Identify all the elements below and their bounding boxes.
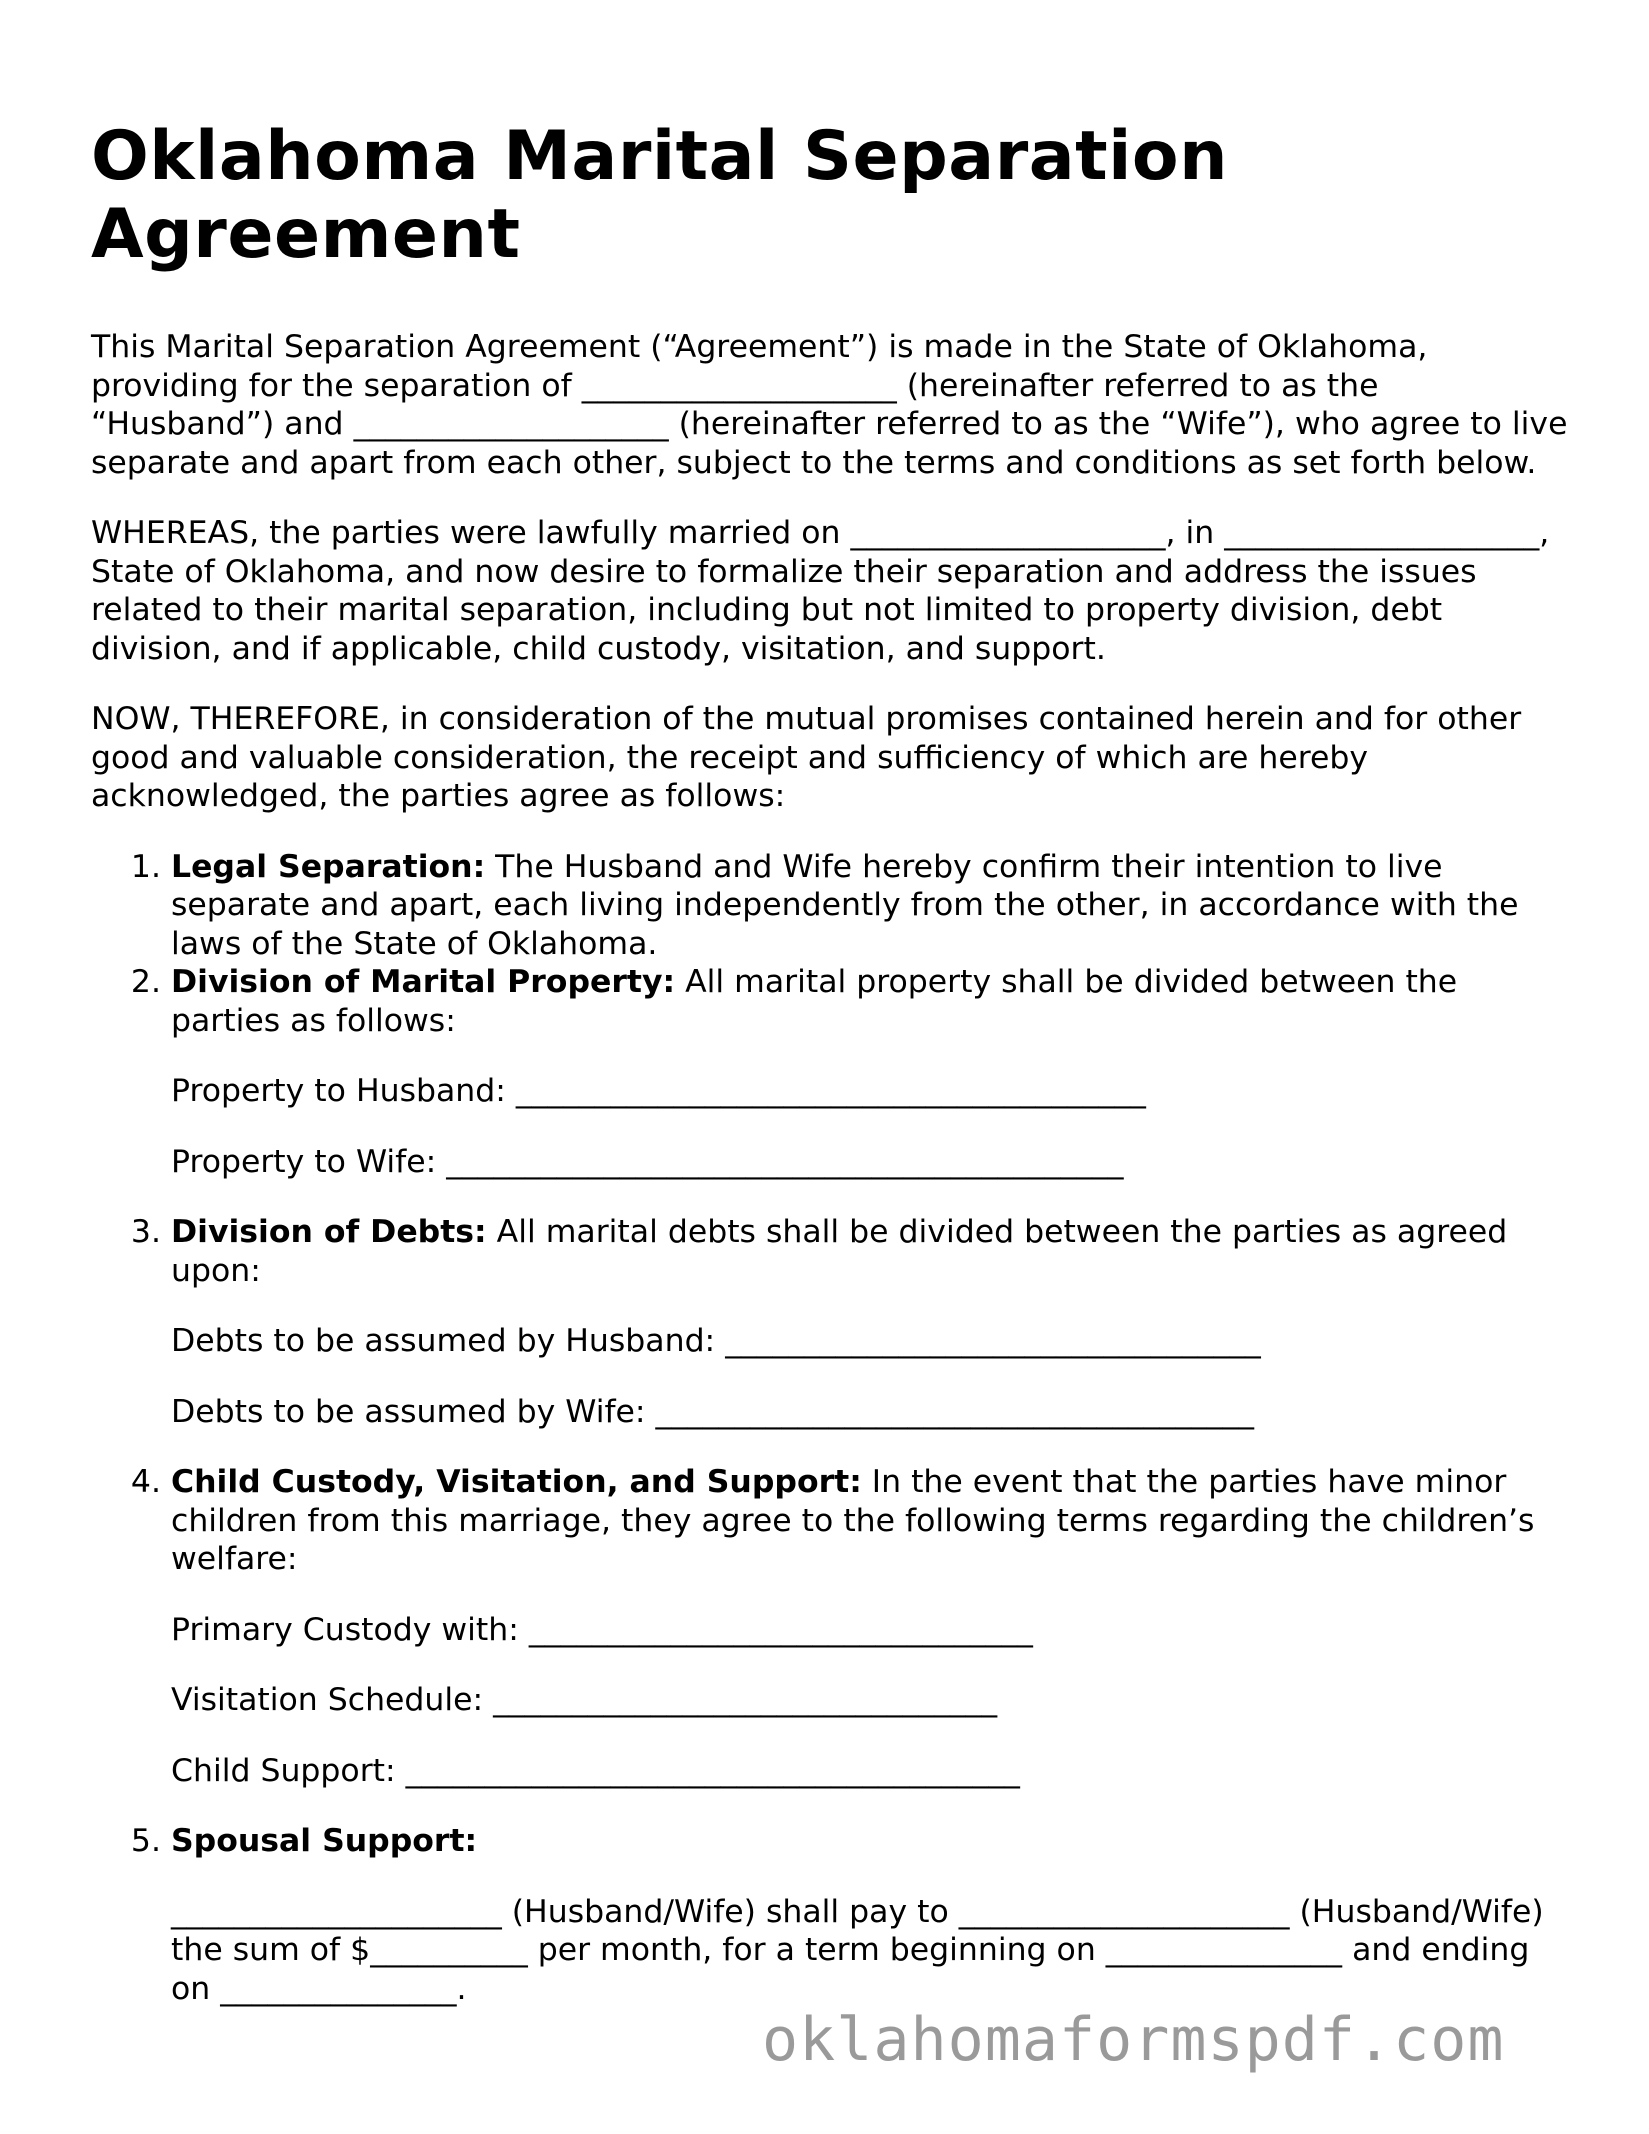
section-child-custody — [171, 1463, 1571, 1790]
now-therefore-paragraph: NOW, THEREFORE, in consideration of the mutual promises contained herein and for other good and valuable consideration, the receipt and sufficiency of which are hereby acknowledged, the parties agree as follows: — [91, 701, 1522, 814]
document-body — [91, 328, 1571, 2008]
site-watermark: oklahomaformspdf.com — [762, 2005, 1505, 2075]
primary-custody-field: Primary Custody with: ________________________________ — [171, 1611, 1033, 1648]
section-spousal-support — [171, 1822, 1571, 2008]
whereas-paragraph: WHEREAS, the parties were lawfully married on ____________________, in ____________________, State of Oklahoma, and now desire to formalize their separation and address the issues related to their marital separation, including but not limited to property division, debt division, and if applicable, child custody, visitation, and support. — [91, 515, 1550, 667]
debts-husband-field: Debts to be assumed by Husband: __________________________________ — [171, 1323, 1261, 1359]
child-support-field: Child Support: _______________________________________ — [171, 1752, 1020, 1789]
section-text: The Husband and Wife hereby confirm their intention to live separate and apart, each living independently from the other, in accordance with the laws of the State of Oklahoma. — [171, 848, 1519, 962]
terms-list — [91, 848, 1571, 2009]
section-text: In the event that the parties have minor children from this marriage, they agree to the following terms regarding the children’s welfare: — [171, 1464, 1535, 1577]
visitation-schedule-field: Visitation Schedule: ________________________________ — [171, 1682, 998, 1718]
property-to-wife-field: Property to Wife: ___________________________________________ — [171, 1143, 1124, 1180]
section-marital-property — [171, 963, 1571, 1181]
section-legal-separation — [171, 848, 1571, 964]
intro-paragraph: This Marital Separation Agreement (“Agreement”) is made in the State of Oklahoma, providing for the separation of ____________________ (hereinafter referred to as the “Husband”) and ____________________ (hereinafter referred to as the “Wife”), who agree to live separate and apart from each other, subject to the terms and conditions as set forth below. — [91, 329, 1568, 481]
section-label: Division of Debts: — [171, 1214, 487, 1250]
property-to-husband-field: Property to Husband: ________________________________________ — [171, 1073, 1146, 1109]
document-title: Oklahoma Marital Separation Agreement — [91, 117, 1229, 274]
section-label: Division of Marital Property: — [171, 964, 676, 1000]
section-division-of-debts — [171, 1213, 1571, 1431]
section-label: Legal Separation: — [171, 848, 486, 885]
section-text: All marital property shall be divided between the parties as follows: — [171, 964, 1458, 1039]
section-text: All marital debts shall be divided between the parties as agreed upon: — [171, 1214, 1508, 1289]
section-label: Child Custody, Visitation, and Support: — [171, 1464, 862, 1500]
debts-wife-field: Debts to be assumed by Wife: ______________________________________ — [171, 1393, 1255, 1430]
document-page — [91, 118, 1571, 2008]
section-label: Spousal Support: — [171, 1823, 478, 1859]
spousal-support-text: _____________________ (Husband/Wife) shall pay to _____________________ (Husband/Wife) the sum of $__________ per month, for a term beginning on _______________ and ending on _______________. — [171, 1893, 1544, 2007]
